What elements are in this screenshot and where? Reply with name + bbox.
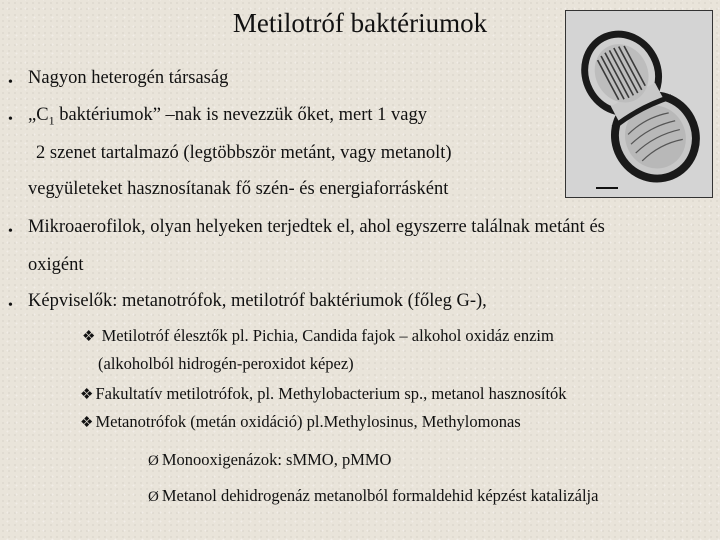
sub-item: ❖ Fakultatív metilotrófok, pl. Methylobacterium sp., metanol hasznosítók: [80, 384, 567, 403]
bullet-marker: •: [8, 224, 13, 239]
bullet-text: Mikroaerofilok, olyan helyeken terjedtek el, ahol egyszerre találnak metánt és: [28, 217, 605, 237]
bullet-text-continued: 2 szenet tartalmazó (legtöbbször metánt, vagy metanolt): [36, 143, 452, 163]
diamond-bullet-icon: ❖: [80, 387, 94, 403]
bullet-marker: •: [8, 75, 13, 90]
bullet-text: Képviselők: metanotrófok, metilotróf baktériumok (főleg G-),: [28, 291, 487, 311]
bacterium-micrograph-image: [565, 10, 713, 198]
arrow-bullet-icon: Ø: [148, 453, 159, 469]
diamond-bullet-icon: ❖: [80, 415, 94, 431]
sub-item: ❖ Metanotrófok (metán oxidáció) pl.Methylosinus, Methylomonas: [80, 412, 521, 431]
slide-title: Metilotróf baktériumok: [232, 8, 488, 38]
bullet-text-continued: oxigént: [28, 255, 84, 275]
bullet-marker: •: [8, 298, 13, 313]
bullet-text: $„C_1$ baktériumok” –nak is nevezzük őket, mert 1 vagy: [28, 105, 428, 128]
arrow-bullet-icon: Ø: [148, 489, 159, 505]
bullet-marker: •: [8, 112, 13, 127]
sub-item-continued: (alkoholból hidrogén-peroxidot képez): [98, 354, 354, 373]
arrow-item: Ø Monooxigenázok: sMMO, pMMO: [148, 450, 392, 469]
arrow-item: Ø Metanol dehidrogenáz metanolból formaldehid képzést katalizálja: [148, 486, 599, 505]
bullet-text: Nagyon heterogén társaság: [28, 68, 229, 88]
bullet-text-continued: vegyületeket hasznosítanak fő szén- és energiaforrásként: [28, 179, 449, 199]
diamond-bullet-icon: ❖: [82, 329, 96, 345]
sub-item: ❖ Metilotróf élesztők pl. Pichia, Candida fajok – alkohol oxidáz enzim: [82, 326, 554, 345]
